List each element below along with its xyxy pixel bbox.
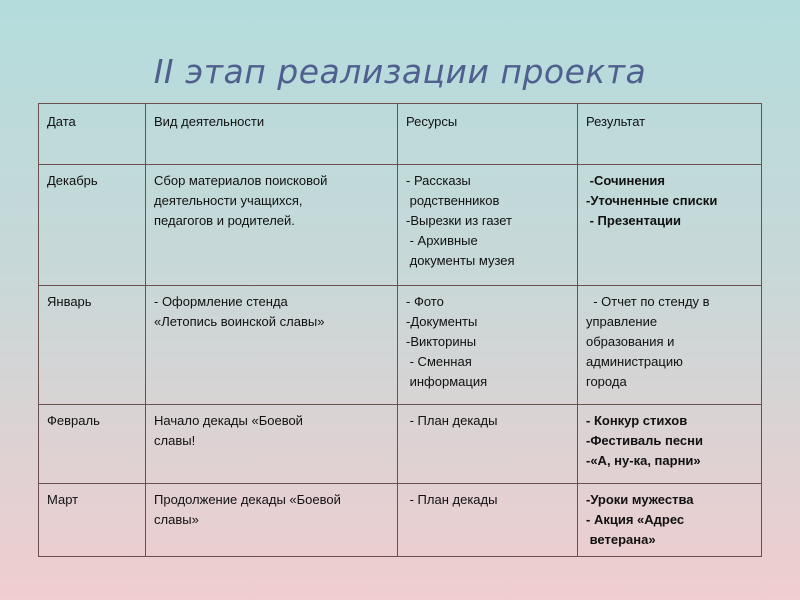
row-resources: [398, 286, 578, 405]
cell-line: - Оформление стенда: [154, 294, 288, 309]
cell-line: деятельности учащихся,: [154, 193, 303, 208]
row-date: Декабрь: [39, 165, 146, 286]
cell-line: Сбор материалов поисковой: [154, 173, 328, 188]
cell-line: - Сменная: [406, 354, 472, 369]
project-table: [38, 103, 762, 557]
table-row: [39, 405, 762, 484]
cell-line: -Сочинения: [586, 173, 665, 188]
row-activity: [146, 165, 398, 286]
header-date: Дата: [39, 104, 146, 165]
cell-line: города: [586, 374, 627, 389]
cell-line: славы!: [154, 433, 196, 448]
cell-line: - Конкур стихов: [586, 413, 688, 428]
table-row: [39, 165, 762, 286]
row-resources: [398, 405, 578, 484]
cell-line: - Архивные: [406, 233, 478, 248]
cell-line: управление: [586, 314, 658, 329]
row-result: [578, 165, 762, 286]
cell-line: славы»: [154, 512, 199, 527]
cell-line: - План декады: [406, 413, 498, 428]
row-result: [578, 286, 762, 405]
header-result: Результат: [578, 104, 762, 165]
cell-line: образования и: [586, 334, 675, 349]
row-resources: [398, 165, 578, 286]
row-resources: [398, 484, 578, 557]
cell-line: ветерана»: [586, 532, 656, 547]
cell-line: - Презентации: [586, 213, 682, 228]
header-resources: Ресурсы: [398, 104, 578, 165]
cell-line: -Фестиваль песни: [586, 433, 703, 448]
cell-line: - Акция «Адрес: [586, 512, 685, 527]
cell-line: - Фото: [406, 294, 444, 309]
table-row: [39, 286, 762, 405]
row-result: [578, 405, 762, 484]
cell-line: педагогов и родителей.: [154, 213, 295, 228]
cell-line: документы музея: [406, 253, 515, 268]
cell-line: Начало декады «Боевой: [154, 413, 303, 428]
row-activity: [146, 484, 398, 557]
cell-line: родственников: [406, 193, 500, 208]
table-header-row: [39, 104, 762, 165]
cell-line: - Рассказы: [406, 173, 471, 188]
cell-line: Продолжение декады «Боевой: [154, 492, 341, 507]
cell-line: - План декады: [406, 492, 498, 507]
row-activity: [146, 405, 398, 484]
row-date: Март: [39, 484, 146, 557]
header-activity: Вид деятельности: [146, 104, 398, 165]
cell-line: -Вырезки из газет: [406, 213, 512, 228]
row-date: Январь: [39, 286, 146, 405]
cell-line: -Документы: [406, 314, 478, 329]
cell-line: -Викторины: [406, 334, 477, 349]
table-row: [39, 484, 762, 557]
row-date: Февраль: [39, 405, 146, 484]
row-activity: [146, 286, 398, 405]
cell-line: -Уроки мужества: [586, 492, 694, 507]
page-title: II этап реализации проекта: [153, 52, 647, 91]
cell-line: информация: [406, 374, 488, 389]
cell-line: администрацию: [586, 354, 683, 369]
cell-line: - Отчет по стенду в: [586, 294, 710, 309]
cell-line: -«А, ну-ка, парни»: [586, 453, 701, 468]
cell-line: «Летопись воинской славы»: [154, 314, 325, 329]
cell-line: -Уточненные списки: [586, 193, 718, 208]
row-result: [578, 484, 762, 557]
